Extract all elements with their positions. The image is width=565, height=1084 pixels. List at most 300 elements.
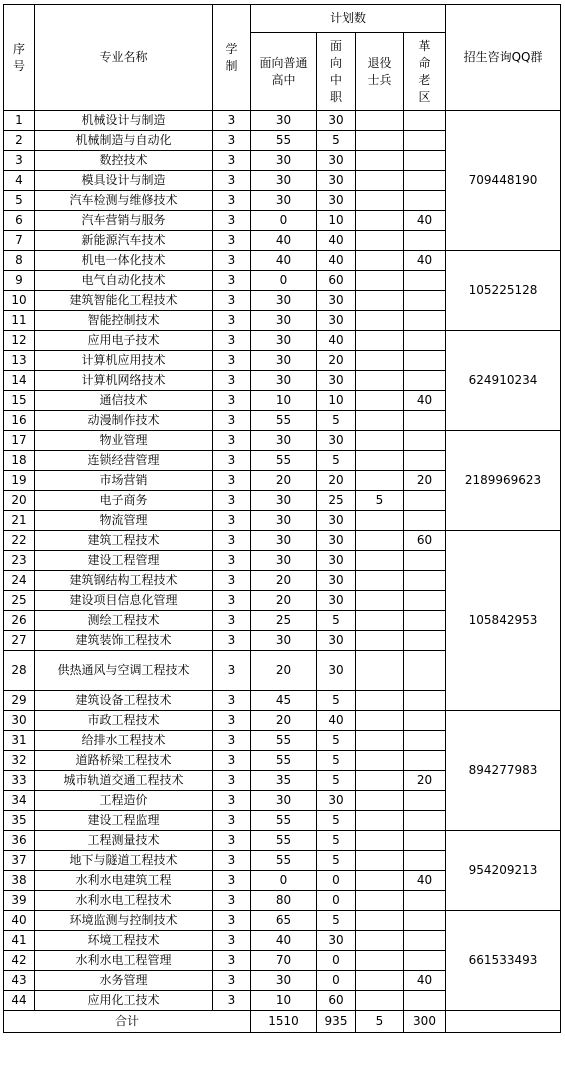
cell-high-school: 30 <box>251 311 317 331</box>
cell-duration: 3 <box>213 191 251 211</box>
cell-vocational: 5 <box>317 131 356 151</box>
cell-old-revolutionary: 60 <box>404 531 446 551</box>
cell-duration: 3 <box>213 371 251 391</box>
cell-old-revolutionary <box>404 891 446 911</box>
cell-high-school: 30 <box>251 551 317 571</box>
cell-high-school: 0 <box>251 211 317 231</box>
cell-high-school: 55 <box>251 451 317 471</box>
cell-seq: 25 <box>4 591 35 611</box>
enrollment-plan-table <box>3 4 561 1033</box>
cell-major: 工程测量技术 <box>35 831 213 851</box>
header-vocational <box>317 33 356 111</box>
cell-seq: 26 <box>4 611 35 631</box>
cell-veterans <box>356 631 404 651</box>
cell-vocational: 20 <box>317 471 356 491</box>
cell-duration: 3 <box>213 811 251 831</box>
table-footer <box>4 1011 561 1033</box>
cell-major: 给排水工程技术 <box>35 731 213 751</box>
cell-high-school: 40 <box>251 931 317 951</box>
header-old-revolutionary <box>404 33 446 111</box>
cell-seq: 7 <box>4 231 35 251</box>
cell-duration: 3 <box>213 131 251 151</box>
cell-old-revolutionary <box>404 811 446 831</box>
cell-veterans <box>356 211 404 231</box>
cell-high-school: 70 <box>251 951 317 971</box>
cell-old-revolutionary <box>404 711 446 731</box>
cell-old-revolutionary: 40 <box>404 211 446 231</box>
cell-veterans <box>356 511 404 531</box>
cell-major: 物业管理 <box>35 431 213 451</box>
cell-duration: 3 <box>213 391 251 411</box>
total-high-school: 1510 <box>251 1011 317 1033</box>
cell-vocational: 0 <box>317 871 356 891</box>
cell-vocational: 30 <box>317 151 356 171</box>
cell-major: 建筑智能化工程技术 <box>35 291 213 311</box>
cell-seq: 29 <box>4 691 35 711</box>
table-row <box>4 431 561 451</box>
cell-major: 水利水电工程技术 <box>35 891 213 911</box>
cell-vocational: 30 <box>317 931 356 951</box>
cell-seq: 2 <box>4 131 35 151</box>
cell-seq: 1 <box>4 111 35 131</box>
cell-old-revolutionary <box>404 411 446 431</box>
cell-high-school: 55 <box>251 731 317 751</box>
cell-vocational: 30 <box>317 311 356 331</box>
cell-veterans <box>356 231 404 251</box>
cell-old-revolutionary <box>404 231 446 251</box>
cell-veterans <box>356 291 404 311</box>
cell-veterans <box>356 811 404 831</box>
cell-veterans <box>356 451 404 471</box>
cell-major: 数控技术 <box>35 151 213 171</box>
cell-old-revolutionary <box>404 611 446 631</box>
cell-veterans <box>356 911 404 931</box>
cell-high-school: 20 <box>251 591 317 611</box>
cell-veterans <box>356 711 404 731</box>
cell-veterans <box>356 311 404 331</box>
cell-qq-group: 709448190 <box>446 111 561 251</box>
cell-old-revolutionary <box>404 111 446 131</box>
cell-high-school: 65 <box>251 911 317 931</box>
cell-vocational: 30 <box>317 651 356 691</box>
cell-vocational: 30 <box>317 531 356 551</box>
cell-old-revolutionary: 20 <box>404 771 446 791</box>
cell-high-school: 20 <box>251 571 317 591</box>
table-row <box>4 711 561 731</box>
cell-duration: 3 <box>213 591 251 611</box>
cell-vocational: 5 <box>317 411 356 431</box>
cell-qq-group: 105842953 <box>446 531 561 711</box>
cell-seq: 12 <box>4 331 35 351</box>
cell-major: 水利水电工程管理 <box>35 951 213 971</box>
header-seq-text: 序号 <box>12 41 25 73</box>
cell-duration: 3 <box>213 491 251 511</box>
cell-old-revolutionary <box>404 651 446 691</box>
cell-vocational: 5 <box>317 811 356 831</box>
cell-duration: 3 <box>213 551 251 571</box>
cell-duration: 3 <box>213 991 251 1011</box>
cell-veterans <box>356 271 404 291</box>
header-plan: 计划数 <box>251 5 446 33</box>
cell-vocational: 60 <box>317 991 356 1011</box>
cell-vocational: 40 <box>317 251 356 271</box>
cell-high-school: 30 <box>251 111 317 131</box>
cell-old-revolutionary <box>404 751 446 771</box>
cell-major: 新能源汽车技术 <box>35 231 213 251</box>
cell-vocational: 0 <box>317 891 356 911</box>
cell-high-school: 80 <box>251 891 317 911</box>
cell-duration: 3 <box>213 431 251 451</box>
header-veterans <box>356 33 404 111</box>
cell-major: 城市轨道交通工程技术 <box>35 771 213 791</box>
cell-major: 物流管理 <box>35 511 213 531</box>
cell-duration: 3 <box>213 251 251 271</box>
cell-vocational: 5 <box>317 691 356 711</box>
cell-major: 机械制造与自动化 <box>35 131 213 151</box>
cell-vocational: 60 <box>317 271 356 291</box>
cell-old-revolutionary <box>404 851 446 871</box>
cell-vocational: 30 <box>317 631 356 651</box>
cell-veterans <box>356 371 404 391</box>
cell-seq: 22 <box>4 531 35 551</box>
cell-veterans <box>356 411 404 431</box>
cell-duration: 3 <box>213 791 251 811</box>
cell-seq: 24 <box>4 571 35 591</box>
cell-high-school: 40 <box>251 251 317 271</box>
cell-veterans <box>356 251 404 271</box>
cell-seq: 37 <box>4 851 35 871</box>
cell-old-revolutionary <box>404 271 446 291</box>
cell-old-revolutionary <box>404 831 446 851</box>
cell-duration: 3 <box>213 911 251 931</box>
cell-high-school: 55 <box>251 811 317 831</box>
cell-major: 汽车检测与维修技术 <box>35 191 213 211</box>
header-high-school-text: 面向普通高中 <box>259 55 308 87</box>
cell-veterans: 5 <box>356 491 404 511</box>
cell-seq: 31 <box>4 731 35 751</box>
cell-seq: 17 <box>4 431 35 451</box>
cell-veterans <box>356 971 404 991</box>
header-old-revolutionary-text: 革命老区 <box>418 38 431 104</box>
cell-old-revolutionary <box>404 191 446 211</box>
header-vocational-text: 面向中职 <box>329 38 342 104</box>
cell-seq: 16 <box>4 411 35 431</box>
cell-duration: 3 <box>213 171 251 191</box>
cell-high-school: 20 <box>251 651 317 691</box>
cell-duration: 3 <box>213 831 251 851</box>
cell-old-revolutionary <box>404 151 446 171</box>
cell-seq: 18 <box>4 451 35 471</box>
cell-veterans <box>356 611 404 631</box>
cell-vocational: 5 <box>317 611 356 631</box>
cell-old-revolutionary <box>404 351 446 371</box>
cell-veterans <box>356 131 404 151</box>
cell-major: 应用电子技术 <box>35 331 213 351</box>
cell-seq: 20 <box>4 491 35 511</box>
cell-old-revolutionary <box>404 551 446 571</box>
cell-major: 电气自动化技术 <box>35 271 213 291</box>
cell-vocational: 30 <box>317 291 356 311</box>
cell-major: 建筑钢结构工程技术 <box>35 571 213 591</box>
cell-seq: 44 <box>4 991 35 1011</box>
cell-major: 建筑设备工程技术 <box>35 691 213 711</box>
cell-vocational: 40 <box>317 331 356 351</box>
table-row <box>4 331 561 351</box>
table-row <box>4 831 561 851</box>
cell-seq: 32 <box>4 751 35 771</box>
cell-duration: 3 <box>213 631 251 651</box>
cell-vocational: 5 <box>317 751 356 771</box>
cell-high-school: 35 <box>251 771 317 791</box>
cell-vocational: 5 <box>317 831 356 851</box>
cell-seq: 5 <box>4 191 35 211</box>
cell-high-school: 55 <box>251 131 317 151</box>
cell-veterans <box>356 951 404 971</box>
cell-major: 汽车营销与服务 <box>35 211 213 231</box>
table-row <box>4 531 561 551</box>
cell-old-revolutionary <box>404 491 446 511</box>
cell-duration: 3 <box>213 871 251 891</box>
cell-veterans <box>356 771 404 791</box>
cell-old-revolutionary <box>404 731 446 751</box>
cell-old-revolutionary <box>404 131 446 151</box>
cell-duration: 3 <box>213 311 251 331</box>
cell-seq: 19 <box>4 471 35 491</box>
cell-seq: 6 <box>4 211 35 231</box>
cell-seq: 27 <box>4 631 35 651</box>
cell-old-revolutionary <box>404 511 446 531</box>
cell-veterans <box>356 831 404 851</box>
cell-veterans <box>356 111 404 131</box>
cell-veterans <box>356 791 404 811</box>
cell-vocational: 30 <box>317 371 356 391</box>
cell-high-school: 20 <box>251 471 317 491</box>
cell-veterans <box>356 351 404 371</box>
cell-veterans <box>356 751 404 771</box>
cell-high-school: 55 <box>251 831 317 851</box>
cell-vocational: 5 <box>317 911 356 931</box>
cell-major: 环境工程技术 <box>35 931 213 951</box>
cell-major: 计算机网络技术 <box>35 371 213 391</box>
cell-high-school: 10 <box>251 391 317 411</box>
cell-major: 应用化工技术 <box>35 991 213 1011</box>
cell-old-revolutionary <box>404 791 446 811</box>
cell-veterans <box>356 931 404 951</box>
cell-qq-group: 624910234 <box>446 331 561 431</box>
cell-high-school: 30 <box>251 491 317 511</box>
cell-major: 水利水电建筑工程 <box>35 871 213 891</box>
cell-vocational: 25 <box>317 491 356 511</box>
cell-high-school: 55 <box>251 411 317 431</box>
cell-vocational: 30 <box>317 111 356 131</box>
cell-veterans <box>356 471 404 491</box>
cell-vocational: 10 <box>317 391 356 411</box>
cell-veterans <box>356 331 404 351</box>
cell-old-revolutionary <box>404 951 446 971</box>
cell-duration: 3 <box>213 711 251 731</box>
cell-major: 环境监测与控制技术 <box>35 911 213 931</box>
cell-vocational: 5 <box>317 731 356 751</box>
cell-major: 电子商务 <box>35 491 213 511</box>
cell-seq: 14 <box>4 371 35 391</box>
cell-major: 智能控制技术 <box>35 311 213 331</box>
cell-vocational: 5 <box>317 851 356 871</box>
cell-vocational: 0 <box>317 951 356 971</box>
cell-seq: 10 <box>4 291 35 311</box>
cell-veterans <box>356 991 404 1011</box>
cell-major: 供热通风与空调工程技术 <box>35 651 213 691</box>
cell-seq: 34 <box>4 791 35 811</box>
cell-seq: 33 <box>4 771 35 791</box>
cell-high-school: 30 <box>251 531 317 551</box>
cell-duration: 3 <box>213 351 251 371</box>
cell-high-school: 25 <box>251 611 317 631</box>
cell-veterans <box>356 851 404 871</box>
total-vocational: 935 <box>317 1011 356 1033</box>
cell-major: 建筑工程技术 <box>35 531 213 551</box>
cell-high-school: 30 <box>251 631 317 651</box>
cell-vocational: 30 <box>317 171 356 191</box>
cell-qq-group: 105225128 <box>446 251 561 331</box>
cell-duration: 3 <box>213 891 251 911</box>
cell-qq-group: 894277983 <box>446 711 561 831</box>
cell-old-revolutionary: 40 <box>404 871 446 891</box>
cell-old-revolutionary <box>404 591 446 611</box>
cell-duration: 3 <box>213 771 251 791</box>
cell-qq-group: 954209213 <box>446 831 561 911</box>
cell-veterans <box>356 731 404 751</box>
cell-high-school: 30 <box>251 511 317 531</box>
cell-old-revolutionary <box>404 571 446 591</box>
cell-major: 建设项目信息化管理 <box>35 591 213 611</box>
cell-duration: 3 <box>213 211 251 231</box>
cell-seq: 35 <box>4 811 35 831</box>
cell-old-revolutionary <box>404 631 446 651</box>
cell-veterans <box>356 551 404 571</box>
cell-veterans <box>356 691 404 711</box>
cell-old-revolutionary: 40 <box>404 391 446 411</box>
cell-major: 建设工程监理 <box>35 811 213 831</box>
table-body <box>4 111 561 1011</box>
cell-major: 动漫制作技术 <box>35 411 213 431</box>
cell-major: 连锁经营管理 <box>35 451 213 471</box>
cell-high-school: 30 <box>251 791 317 811</box>
header-seq <box>4 5 35 111</box>
cell-high-school: 45 <box>251 691 317 711</box>
cell-seq: 42 <box>4 951 35 971</box>
cell-high-school: 30 <box>251 191 317 211</box>
cell-duration: 3 <box>213 571 251 591</box>
cell-major: 计算机应用技术 <box>35 351 213 371</box>
cell-vocational: 30 <box>317 591 356 611</box>
cell-vocational: 10 <box>317 211 356 231</box>
table-header <box>4 5 561 111</box>
cell-old-revolutionary <box>404 991 446 1011</box>
cell-major: 机械设计与制造 <box>35 111 213 131</box>
cell-vocational: 20 <box>317 351 356 371</box>
cell-old-revolutionary <box>404 431 446 451</box>
cell-high-school: 20 <box>251 711 317 731</box>
cell-duration: 3 <box>213 691 251 711</box>
cell-seq: 30 <box>4 711 35 731</box>
cell-high-school: 0 <box>251 271 317 291</box>
cell-old-revolutionary: 40 <box>404 251 446 271</box>
cell-seq: 23 <box>4 551 35 571</box>
cell-major: 道路桥梁工程技术 <box>35 751 213 771</box>
cell-duration: 3 <box>213 951 251 971</box>
cell-duration: 3 <box>213 651 251 691</box>
cell-vocational: 30 <box>317 431 356 451</box>
cell-veterans <box>356 531 404 551</box>
cell-high-school: 55 <box>251 751 317 771</box>
cell-duration: 3 <box>213 611 251 631</box>
cell-seq: 41 <box>4 931 35 951</box>
total-old-revolutionary: 300 <box>404 1011 446 1033</box>
cell-duration: 3 <box>213 751 251 771</box>
cell-veterans <box>356 151 404 171</box>
cell-high-school: 30 <box>251 431 317 451</box>
header-veterans-text: 退役士兵 <box>367 55 392 87</box>
cell-major: 地下与隧道工程技术 <box>35 851 213 871</box>
cell-veterans <box>356 191 404 211</box>
cell-old-revolutionary <box>404 451 446 471</box>
cell-old-revolutionary <box>404 931 446 951</box>
cell-seq: 43 <box>4 971 35 991</box>
cell-qq-group: 661533493 <box>446 911 561 1011</box>
cell-high-school: 55 <box>251 851 317 871</box>
total-qq-empty <box>446 1011 561 1033</box>
table-row <box>4 251 561 271</box>
cell-duration: 3 <box>213 531 251 551</box>
cell-veterans <box>356 171 404 191</box>
cell-old-revolutionary <box>404 371 446 391</box>
cell-veterans <box>356 651 404 691</box>
cell-duration: 3 <box>213 931 251 951</box>
cell-vocational: 40 <box>317 231 356 251</box>
cell-vocational: 5 <box>317 451 356 471</box>
cell-major: 水务管理 <box>35 971 213 991</box>
cell-old-revolutionary: 20 <box>404 471 446 491</box>
header-major: 专业名称 <box>35 5 213 111</box>
cell-seq: 13 <box>4 351 35 371</box>
header-high-school <box>251 33 317 111</box>
cell-duration: 3 <box>213 111 251 131</box>
cell-old-revolutionary <box>404 911 446 931</box>
cell-seq: 38 <box>4 871 35 891</box>
cell-veterans <box>356 391 404 411</box>
cell-vocational: 30 <box>317 571 356 591</box>
cell-seq: 3 <box>4 151 35 171</box>
cell-seq: 15 <box>4 391 35 411</box>
cell-veterans <box>356 571 404 591</box>
cell-seq: 36 <box>4 831 35 851</box>
cell-seq: 4 <box>4 171 35 191</box>
cell-major: 市场营销 <box>35 471 213 491</box>
cell-old-revolutionary <box>404 171 446 191</box>
cell-seq: 39 <box>4 891 35 911</box>
total-label: 合计 <box>4 1011 251 1033</box>
cell-seq: 8 <box>4 251 35 271</box>
cell-old-revolutionary <box>404 291 446 311</box>
cell-major: 通信技术 <box>35 391 213 411</box>
cell-high-school: 0 <box>251 871 317 891</box>
cell-old-revolutionary <box>404 331 446 351</box>
cell-vocational: 30 <box>317 511 356 531</box>
cell-major: 建筑装饰工程技术 <box>35 631 213 651</box>
cell-seq: 11 <box>4 311 35 331</box>
header-qq-group: 招生咨询QQ群 <box>446 5 561 111</box>
cell-duration: 3 <box>213 851 251 871</box>
